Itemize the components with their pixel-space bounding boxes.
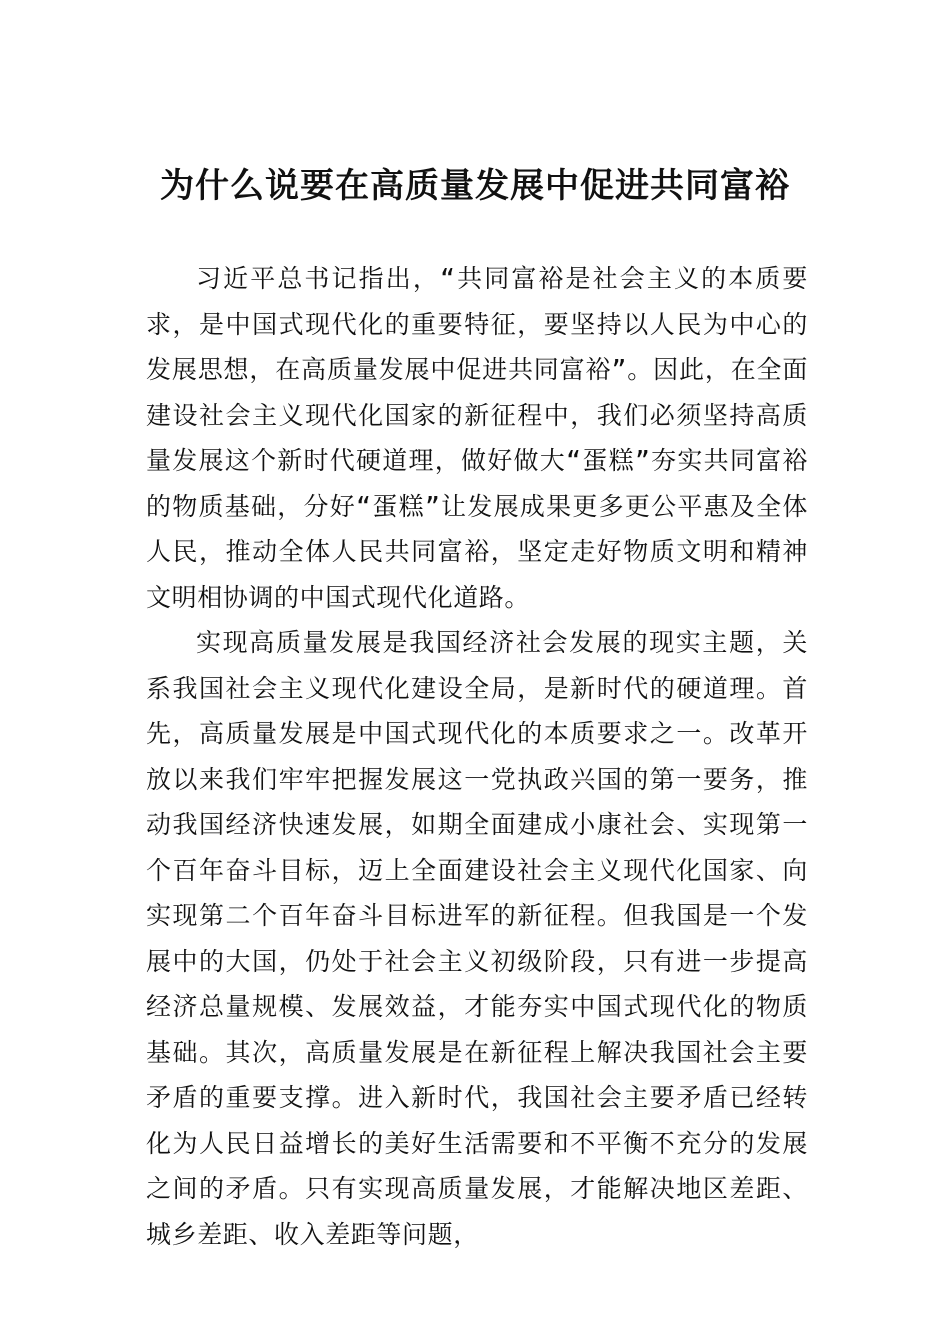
paragraph-1: 习近平总书记指出，“共同富裕是社会主义的本质要求，是中国式现代化的重要特征，要坚持以人民为中心的发展思想，在高质量发展中促进共同富裕”。因此，在全面建设社会主义现代化国家的新征程中，我们必须坚持高质量发展这个新时代硬道理，做好做大“蛋糕”夯实共同富裕的物质基础，分好“蛋糕”让发展成果更多更公平惠及全体人民，推动全体人民共同富裕，坚定走好物质文明和精神文明相协调的中国式现代化道路。 [146, 264, 808, 612]
document-title: 为什么说要在高质量发展中促进共同富裕 [160, 166, 790, 206]
document-body [146, 256, 808, 1257]
paragraph-2: 实现高质量发展是我国经济社会发展的现实主题，关系我国社会主义现代化建设全局，是新时代的硬道理。首先，高质量发展是中国式现代化的本质要求之一。改革开放以来我们牢牢把握发展这一党执政兴国的第一要务，推动我国经济快速发展，如期全面建成小康社会、实现第一个百年奋斗目标，迈上全面建设社会主义现代化国家、向实现第二个百年奋斗目标进军的新征程。但我国是一个发展中的大国，仍处于社会主义初级阶段，只有进一步提高经济总量规模、发展效益，才能夯实中国式现代化的物质基础。其次，高质量发展是在新征程上解决我国社会主要矛盾的重要支撑。进入新时代，我国社会主要矛盾已经转化为人民日益增长的美好生活需要和不平衡不充分的发展之间的矛盾。只有实现高质量发展，才能解决地区差距、城乡差距、收入差距等问题， [146, 628, 808, 1249]
